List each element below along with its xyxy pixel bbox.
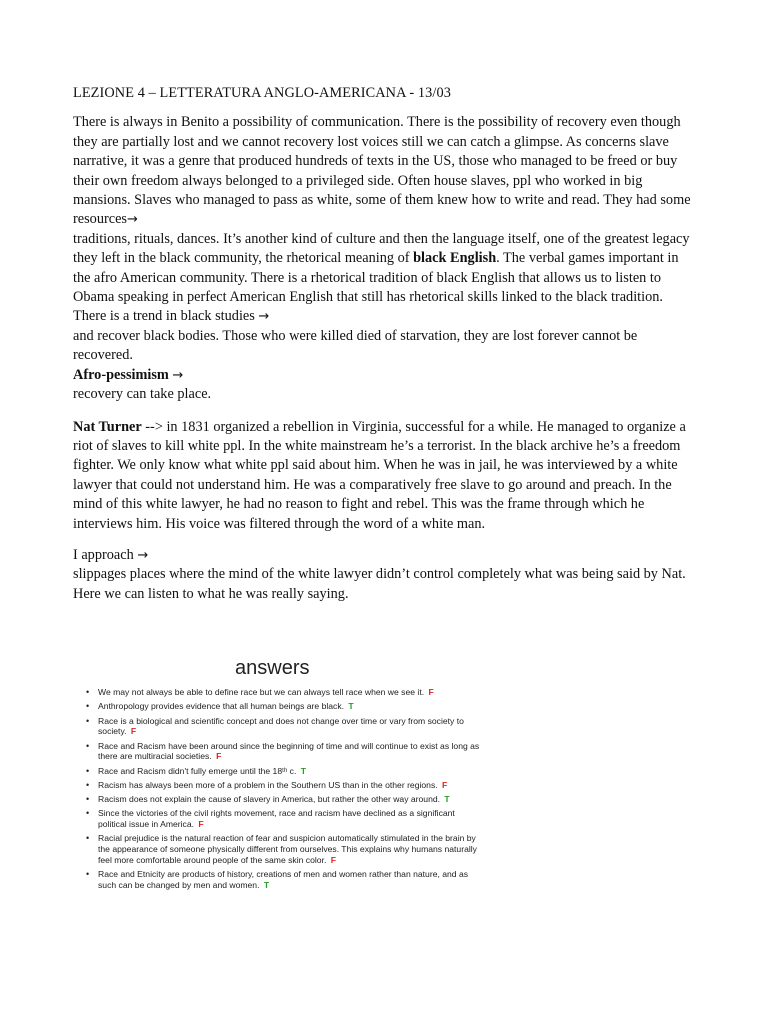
answer-mark: T (263, 879, 270, 890)
answer-mark: F (130, 726, 137, 737)
answer-mark: F (216, 751, 222, 762)
answer-item (84, 794, 484, 805)
answer-text: Anthropology provides evidence that all human beings are black. (98, 701, 345, 712)
arrow-icon: → (258, 309, 270, 325)
answer-item (84, 687, 484, 698)
paragraph-traditions-text-end: . The verbal games important in the afro American community. There is a rhetorical tradition of black English that allows us to listen to Obama speaking in perfect American English that still has rhetorical skills linked to the black tradition. (73, 250, 679, 306)
arrow-icon: → (172, 367, 184, 383)
bullet-icon: • (86, 869, 90, 880)
answer-mark: F (442, 779, 448, 790)
nat-turner-term: Nat Turner (73, 418, 142, 435)
answer-mark: T (348, 701, 354, 712)
answer-mark: T (444, 794, 450, 805)
bullet-icon: • (86, 779, 90, 790)
answer-text: Racial prejudice is the natural reaction of fear and suspicion automatically stimulated in the brain by the appearance of someone physically different from ourselves. This explains why humans naturally feel more comfortable around people of the same skin color. (98, 833, 477, 865)
bullet-icon: • (86, 715, 90, 726)
paragraph-black-studies (73, 307, 697, 326)
answer-mark: F (428, 687, 434, 697)
answer-item (84, 716, 484, 737)
paragraph-nat-turner-text: --> in 1831 organized a rebellion in Virginia, successful for a while. He managed to organize a riot of slaves to kill white ppl. In the white mainstream he’s a terrorist. In the black archive he’s a freedom fighter. We only know what white ppl said about him. When he was in jail, he was interviewed by a white lawyer that could not understand him. He was a comparatively free slave to go around and preach. In the mind of this white lawyer, he had no reason to fight and rebel. This was the frame through which he interviews him. His voice was filtered through the word of a white man. (73, 418, 686, 532)
paragraph-benito-text: There is always in Benito a possibility of communication. There is the possibility of recovery even though they are partially lost and we cannot recovery lost voices still we can catch a glimpse. As concerns slave narrative, it was a genre that produced hundreds of texts in the US, those who managed to be freed or buy their own freedom always belonged to a privileged side. Often house slaves, ppl who worked in big mansions. Slaves who managed to pass as white, some of them knew how to write and read. They had some resources (73, 114, 691, 228)
black-english-term: black English (413, 250, 497, 267)
paragraph-i-approach (73, 546, 697, 565)
answer-text: Race is a biological and scientific concept and does not change over time or vary from society to society. (98, 715, 464, 737)
answer-item (84, 766, 484, 777)
afro-pessimism-term: Afro-pessimism (73, 366, 169, 383)
answer-item (84, 701, 484, 712)
answer-text: Racism does not explain the cause of slavery in America, but rather the other way around. (98, 794, 441, 805)
answer-item (84, 808, 484, 829)
lesson-title: LEZIONE 4 – LETTERATURA ANGLO-AMERICANA - 13/03 (73, 85, 451, 101)
paragraph-traditions (73, 230, 697, 308)
answer-text: Since the victories of the civil rights movement, race and racism have declined as a significant political issue in America. (98, 808, 455, 830)
paragraph-traditions-text: traditions, rituals, dances. It’s another kind of culture and then the language itself, one of the greatest legacy they left in the black community, the rhetorical meaning of (73, 230, 690, 267)
answer-text: Racism has always been more of a problem in the Southern US than in the other regions. (98, 779, 438, 790)
answers-heading: answers (235, 657, 310, 679)
answer-text: Race and Racism have been around since the beginning of time and will continue to exist as long as there are multiracial societies. (98, 740, 480, 762)
paragraph-i-approach-text: I approach (73, 546, 134, 563)
answer-item (84, 869, 484, 890)
bullet-icon: • (86, 740, 90, 751)
bullet-icon: • (86, 701, 90, 712)
arrow-icon: → (126, 212, 138, 228)
answer-text: Race and Etnicity are products of history, creations of men and women rather than nature, and as such can be changed by men and women. (98, 869, 469, 890)
bullet-icon: • (86, 833, 90, 844)
answer-item (84, 780, 484, 791)
bullet-icon: • (86, 765, 90, 776)
answers-image (80, 655, 488, 943)
bullet-icon: • (86, 808, 90, 819)
answer-mark: F (330, 854, 336, 865)
answer-item (84, 833, 484, 865)
paragraph-recover-bodies: and recover black bodies. Those who were killed died of starvation, they are lost forever cannot be recovered. (73, 327, 638, 364)
answers-list (84, 687, 484, 894)
arrow-icon: → (137, 547, 149, 563)
answer-text: We may not always be able to define race but we can always tell race when we see it. (98, 687, 425, 697)
bullet-icon: • (86, 687, 90, 697)
heading-afro-pessimism (73, 366, 697, 385)
answer-mark: F (198, 819, 204, 830)
paragraph-slippages: slippages places where the mind of the white lawyer didn’t control completely what was being said by Nat. Here we can listen to what he was really saying. (73, 566, 686, 602)
bullet-icon: • (86, 794, 90, 805)
paragraph-recovery: recovery can take place. (73, 386, 212, 403)
answer-text: Race and Racism didn't fully emerge until the 18ᵗʰ c. (98, 765, 297, 776)
paragraph-black-studies-text: There is a trend in black studies (73, 308, 255, 325)
paragraph-benito (73, 113, 697, 229)
answer-item (84, 741, 484, 762)
paragraph-nat-turner (73, 418, 697, 534)
answer-mark: T (300, 765, 307, 776)
document-page (73, 84, 697, 604)
